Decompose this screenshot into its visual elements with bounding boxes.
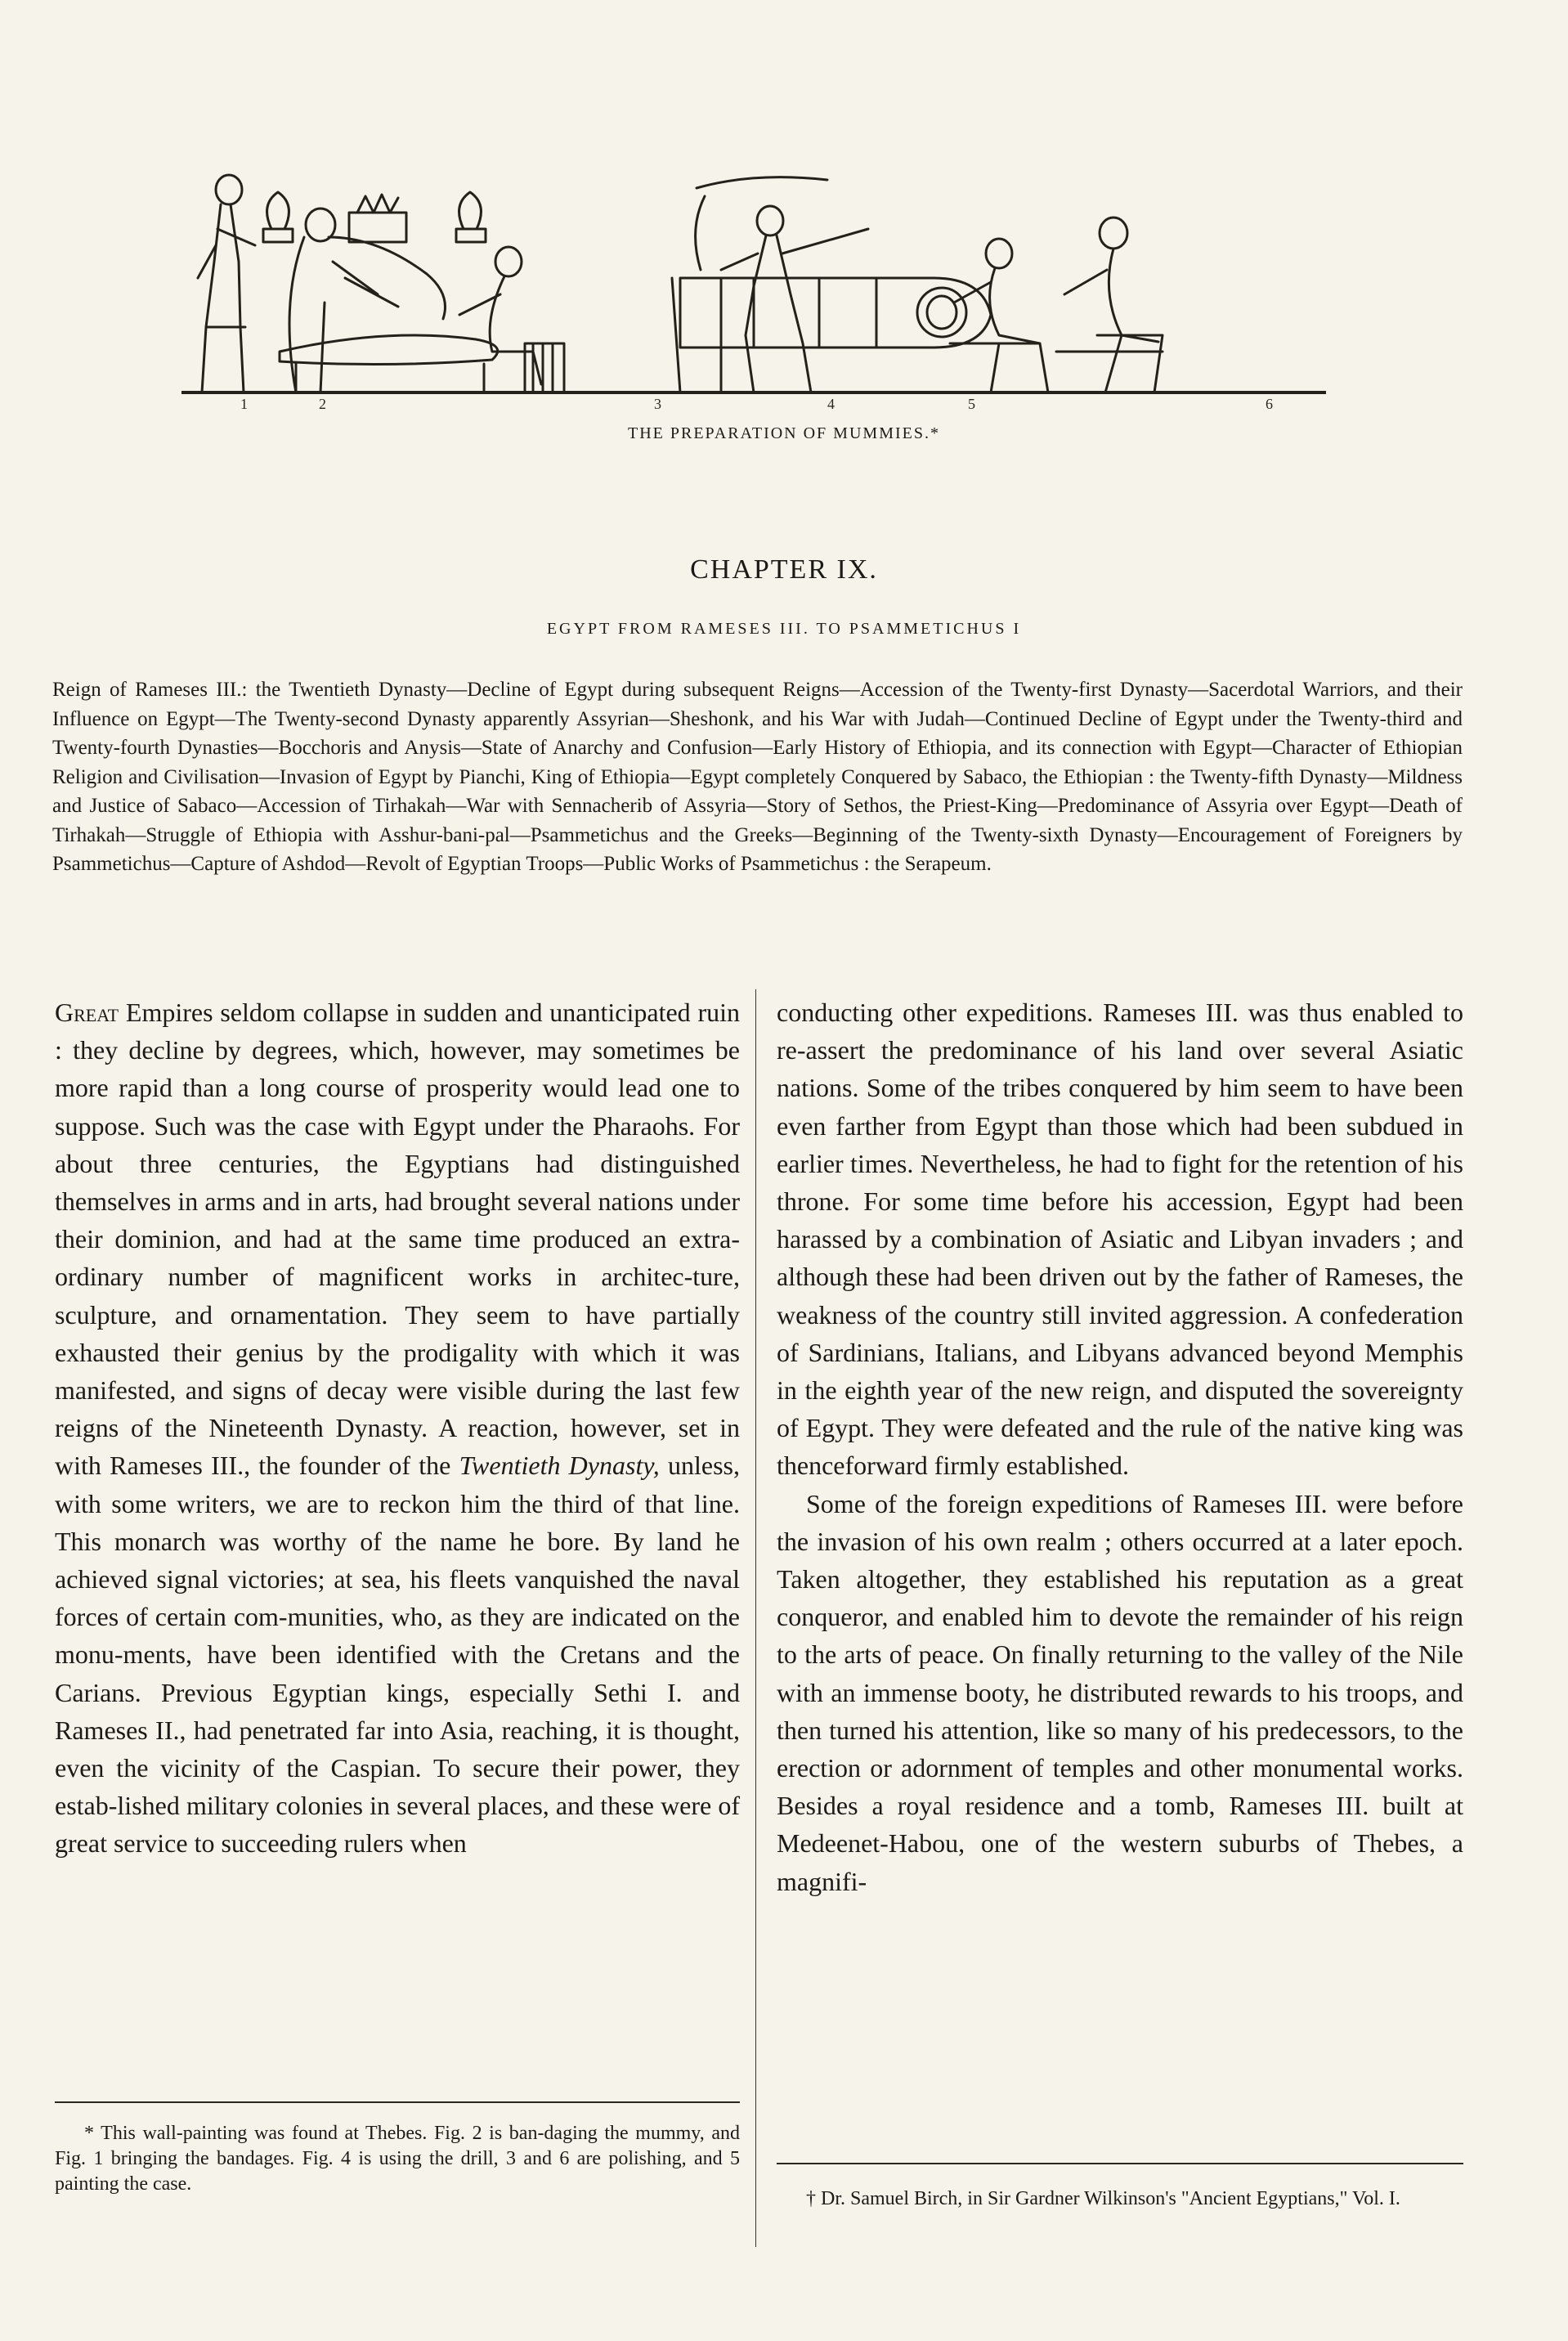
- left-column: [55, 993, 740, 1863]
- figure-number-2: 2: [319, 396, 326, 412]
- column-divider: [755, 989, 756, 2247]
- figure-5-painting: [950, 239, 1048, 392]
- chapter-subtitle: EGYPT FROM RAMESES III. TO PSAMMETICHUS I: [546, 620, 1022, 638]
- figure-6-polishing: [1056, 218, 1163, 392]
- right-footnote-rule: [777, 2163, 1463, 2164]
- figure-number-6: 6: [1266, 396, 1273, 412]
- chapter-synopsis: Reign of Rameses III.: the Twentieth Dynasty—Decline of Egypt during subsequent Reigns—Accession of the Twenty-first Dynasty—Sacerdotal Warriors, and their Influence on Egypt—The Twenty-second Dynasty apparently Assyrian—Sheshonk, and his War with Judah—Continued Decline of Egypt under the Twenty-third and Twenty-fourth Dynasties—Bocchoris and Anysis—State of Anarchy and Confusion—Early History of Ethiopia, and its connection with Egypt—Character of Ethiopian Religion and Civilisation—Invasion of Egypt by Pianchi, King of Ethiopia—Egypt completely Conquered by Sabaco, the Ethiopian : the Twenty-fifth Dynasty—Mildness and Justice of Sabaco—Accession of Tirhakah—War with Sennacherib of Assyria—Story of Sethos, the Priest-King—Predominance of Assyria over Egypt—Death of Tirhakah—Struggle of Ethiopia with Asshur-bani-pal—Psammetichus and the Greeks—Beginning of the Twenty-sixth Dynasty—Encouragement of Foreigners by Psammetichus—Capture of Ashdod—Revolt of Egyptian Troops—Public Works of Psammetichus : the Serapeum.: [52, 679, 1463, 875]
- jars-left: [263, 192, 486, 242]
- right-column: [777, 993, 1463, 1900]
- figure-caption: THE PREPARATION OF MUMMIES.*: [628, 424, 940, 442]
- left-footnote-rule: [55, 2101, 740, 2103]
- mummy-preparation-illustration: [181, 139, 1326, 417]
- right-footnote: † Dr. Samuel Birch, in Sir Gardner Wilkinson's "Ancient Egyptians," Vol. I.: [806, 2188, 1400, 2209]
- dynasty-italic: Twentieth Dynasty,: [459, 1451, 660, 1481]
- mummy-on-bier: [280, 335, 498, 392]
- mummy-case: [680, 278, 991, 348]
- left-footnote: * This wall-painting was found at Thebes. Fig. 2 is ban-daging the mummy, and Fig. 1 bringing the bandages. Fig. 4 is using the drill, 3 and 6 are polishing, and 5 painting the case.: [55, 2123, 740, 2195]
- opening-word: Great: [55, 998, 119, 1027]
- left-text-part-2: unless, with some writers, we are to reckon him the third of that line. This monarch was worthy of the name he bore. By land he achieved signal victories; at sea, his fleets vanquished the naval forces of certain com-munities, who, as they are indicated on the monu-ments, have been identified with the Cretans and the Carians. Previous Egyptian kings, especially Sethi I. and Rameses II., had penetrated far into Asia, reaching, it is thought, even the vicinity of the Caspian. To secure their power, they estab-lished military colonies in several places, and these were of great service to succeeding rulers when: [55, 1451, 741, 1859]
- figure-number-4: 4: [827, 396, 835, 412]
- figure-numbers: [181, 396, 1326, 420]
- left-paragraph: [55, 993, 740, 1863]
- figure-number-3: 3: [654, 396, 661, 412]
- chapter-title: CHAPTER IX.: [690, 554, 878, 585]
- figure-number-5: 5: [968, 396, 975, 412]
- figure-4-using-drill: [672, 177, 868, 392]
- right-paragraph-2: Some of the foreign expeditions of Rameses III. were before the invasion of his own realm ; others occurred at a later epoch. Taken altogether, they established his reputation as a great conqueror, and enabled him to devote the remainder of his reign to the arts of peace. On finally returning to the valley of the Nile with an immense booty, he distributed rewards to his troops, and then turned his attention, like so many of his predecessors, to the erection or adornment of temples and other monumental works. Besides a royal residence and a tomb, Rameses III. built at Medeenet-Habou, one of the western suburbs of Thebes, a magnifi-: [777, 1488, 1463, 1896]
- left-text-part-1: Empires seldom collapse in sudden and unanticipated ruin : they decline by degrees, which, however, may sometimes be more rapid than a long course of prosperity would lead one to suppose. Such was the case with Egypt under the Pharaohs. For about three centuries, the Egyptians had distinguished themselves in arms and in arts, had brought several nations under their dominion, and had at the same time produced an extra-ordinary number of magnificent works in architec-ture, sculpture, and ornamentation. They seem to have partially exhausted their genius by the prodigality with which it was manifested, and signs of decay were visible during the last few reigns of the Nineteenth Dynasty. A reaction, however, set in with Rameses III., the founder of the: [55, 998, 740, 1481]
- figure-1-bringing-bandages: [198, 175, 255, 392]
- figure-number-1: 1: [240, 396, 248, 412]
- figure-3-polishing: [459, 247, 564, 392]
- right-paragraph-1: conducting other expeditions. Rameses III. was thus enabled to re-assert the predominance of his land over several Asiatic nations. Some of the tribes conquered by him seem to have been even farther from Egypt than those which had been subdued in earlier times. Nevertheless, he had to fight for the retention of his throne. For some time before his accession, Egypt had been harassed by a combination of Asiatic and Libyan invaders ; and although these had been driven out by the father of Rameses, the weakness of the country still invited aggression. A confederation of Sardinians, Italians, and Libyans advanced beyond Memphis in the eighth year of the new reign, and disputed the sovereignty of Egypt. They were defeated and the rule of the native king was thenceforward firmly established.: [777, 998, 1463, 1481]
